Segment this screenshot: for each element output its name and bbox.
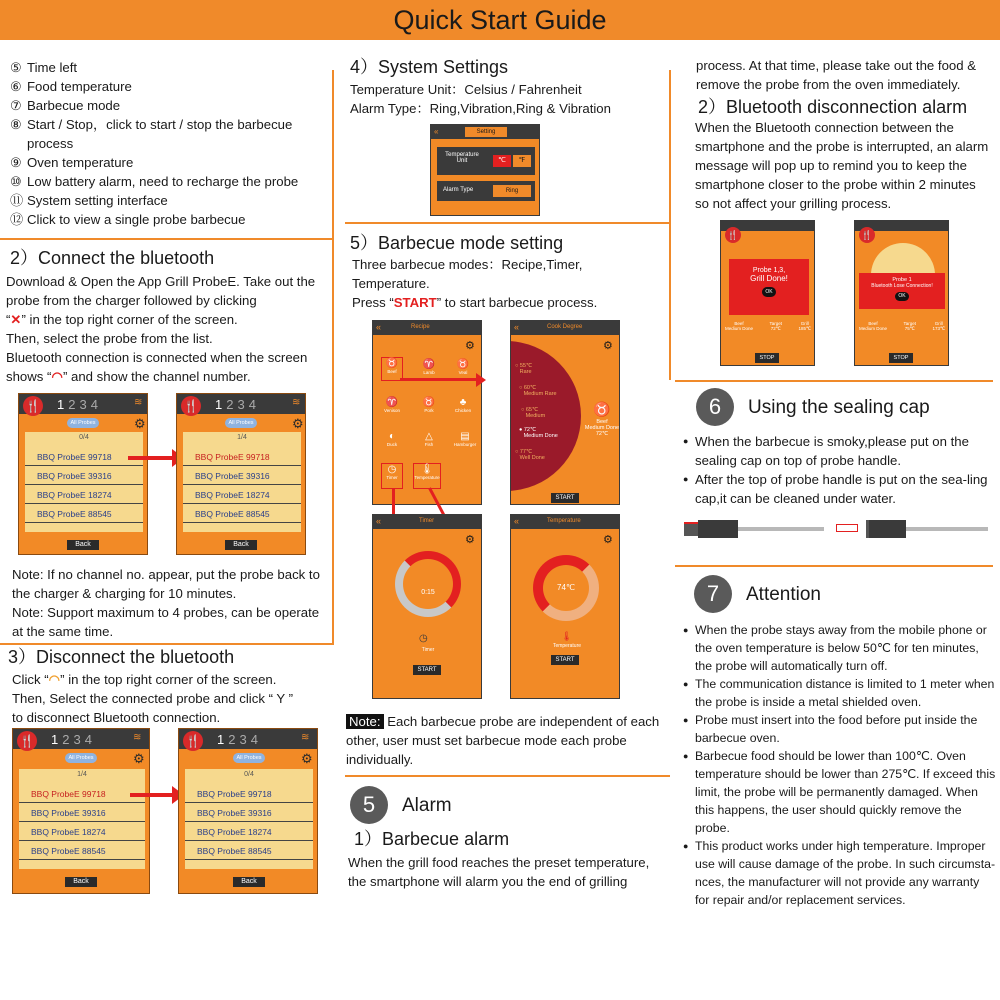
list-item[interactable]: BBQ ProbeE 18274 (183, 486, 301, 504)
degree-medium-done[interactable]: ● 72℃ Medium Done (519, 427, 558, 439)
section-divider (0, 643, 332, 645)
back-chevron-icon[interactable]: « (376, 516, 382, 526)
section-title-attention: Attention (746, 584, 821, 605)
celsius-button[interactable]: ℃ (493, 155, 511, 167)
timer-icon[interactable]: ◷ Timer (381, 463, 403, 489)
column-divider (332, 70, 334, 645)
settings-screen (430, 124, 540, 216)
alert-popup: Probe 1 Bluetooth Lose Connection! OK (859, 273, 945, 309)
arrow-outline-icon (836, 524, 858, 532)
section-divider (675, 380, 993, 382)
back-chevron-icon[interactable]: « (514, 322, 520, 332)
fork-icon: 🍴 (183, 731, 203, 751)
list-item: ⑫ Click to view a single probe barbecue (10, 212, 246, 227)
probe-shaft (738, 527, 824, 531)
back-chevron-icon[interactable]: « (376, 322, 382, 332)
phone-screen-list (18, 393, 148, 555)
duck-icon[interactable]: ◐ Duck (386, 431, 398, 447)
list-item: ⑤ Time left (10, 60, 78, 75)
screen-title: Setting (465, 127, 507, 137)
start-button[interactable]: START (551, 493, 579, 503)
channel-numbers: 1234 (51, 732, 96, 747)
feature-list (10, 58, 328, 229)
step-number-badge: 6 (696, 388, 734, 426)
wifi-signal-icon: ◠ (51, 369, 63, 384)
degree-medium[interactable]: ○ 65℃ Medium (521, 407, 546, 419)
section-divider (345, 222, 670, 224)
gear-icon[interactable]: ⚙ (301, 751, 313, 766)
list-item[interactable]: BBQ ProbeE 88545 (185, 842, 313, 860)
probe-list (25, 432, 143, 532)
note-badge: Note: (346, 714, 384, 729)
stop-button[interactable]: STOP (889, 353, 913, 363)
screen-title: Cook Degree (547, 324, 583, 330)
alarm-label: Alarm Type (443, 187, 474, 193)
alarm-text-continued: process. At that time, please take out the food & remove the probe from the oven immediately. (696, 58, 977, 92)
cook-degree-screen (510, 320, 620, 505)
probe-handle (698, 520, 738, 538)
fork-icon: 🍴 (23, 396, 43, 416)
degree-well-done[interactable]: ○ 77℃ Well Done (515, 449, 545, 461)
fish-icon[interactable]: △ Fish (424, 431, 434, 447)
list-item[interactable]: BBQ ProbeE 39316 (185, 804, 313, 822)
beef-icon: ♉ (593, 401, 611, 417)
ring-select[interactable]: Ring (493, 185, 531, 197)
probe-shaft (906, 527, 988, 531)
back-button[interactable]: Back (67, 540, 99, 550)
thermometer-icon: 🌡 (561, 631, 573, 641)
list-item: ● Probe must insert into the food before put inside the barbecue oven. (683, 711, 997, 747)
bluetooth-alarm-text: When the Bluetooth connection between the smartphone and the probe is interrupted, an alarm message will pop up to remind you to keep the smartphone closer to the probe within 2 minutes so not affect your grilling process. (695, 120, 989, 211)
list-item[interactable]: BBQ ProbeE 39316 (19, 804, 145, 822)
all-probes-button[interactable]: All Probes (65, 753, 97, 763)
unit-row (437, 147, 535, 175)
subsection-title-bluetooth-alarm: 2）Bluetooth disconnection alarm (698, 97, 968, 117)
all-probes-button[interactable]: All Probes (233, 753, 265, 763)
back-chevron-icon[interactable]: « (434, 127, 439, 136)
step-number-badge: 5 (350, 786, 388, 824)
ok-button[interactable]: OK (895, 292, 909, 301)
timer-value: 0:15 (421, 589, 435, 596)
bluetooth-lost-screen (854, 220, 949, 366)
all-probes-button[interactable]: All Probes (225, 418, 257, 428)
list-item: ⑦ Barbecue mode (10, 98, 121, 113)
gear-icon[interactable]: ⚙ (134, 416, 146, 431)
fork-icon: 🍴 (17, 731, 37, 751)
list-item: ● This product works under high temperature. Improper use will cause damage of the probe. In such circumsta-nces, the manufacturer will not provide any warranty for repair and/or replacement services. (683, 837, 997, 909)
attention-list (683, 621, 997, 909)
thermometer-icon[interactable]: 🌡 Temperature (413, 463, 441, 489)
mode-note: Note: Each barbecue probe are independent of each other, user must set barbecue mode each probe individually. (346, 714, 660, 767)
connect-notes: Note: If no channel no. appear, put the probe back to the charger & charging for 10 minutes. Note: Support maximum to 4 probes, can be operate at the same time. (12, 567, 320, 639)
start-button[interactable]: START (413, 665, 441, 675)
section-title-disconnect: 3）Disconnect the bluetooth (8, 647, 235, 667)
grill-done-screen (720, 220, 815, 366)
list-item[interactable]: BBQ ProbeE 99718 (19, 785, 145, 803)
sealing-cap-text: ● When the barbecue is smoky,please put on the sealing cap on top of probe handle. ● After the top of probe handle is put on the sea-ling cap,it can be cleaned under water. (683, 432, 993, 508)
list-item[interactable]: BBQ ProbeE 18274 (185, 823, 313, 841)
arrow-right (130, 793, 175, 797)
wifi-icon: ≋ (301, 732, 310, 743)
page-title: Quick Start Guide (393, 4, 607, 35)
degree-medium-rare[interactable]: ○ 60℃ Medium Rare (519, 385, 557, 397)
temperature-label: Temperature (552, 643, 582, 649)
section-title-system: 4）System Settings (350, 57, 509, 77)
gear-icon[interactable]: ⚙ (292, 416, 304, 431)
probe-info-row: Beef Medium Done Target 72℃ Grill 185℃ (725, 321, 811, 331)
section-title-mode: 5）Barbecue mode setting (350, 233, 564, 253)
recipe-screen (372, 320, 482, 505)
mode-text: Three barbecue modes：Recipe,Timer, Temperature. Press “START” to start barbecue process. (352, 257, 598, 310)
ok-button[interactable]: OK (762, 287, 776, 297)
timer-screen (372, 514, 482, 699)
list-item[interactable]: BBQ ProbeE 18274 (19, 823, 145, 841)
disconnect-text: Click “◠” in the top right corner of the screen. Then, Select the connected probe and click “ Y ” to disconnect Bluetooth connection. (12, 672, 294, 725)
section-divider (345, 775, 670, 777)
phone-screen-connected (176, 393, 306, 555)
list-item: ⑩ Low battery alarm, need to recharge the probe (10, 174, 299, 189)
wifi-icon: ≋ (133, 732, 142, 743)
channel-numbers: 1234 (57, 397, 102, 412)
hamburger-icon[interactable]: ▤ Hamburger (453, 431, 477, 447)
step-number-badge: 7 (694, 575, 732, 613)
phone-screen-connected (12, 728, 150, 894)
alert-popup: Probe 1,3, Grill Done! OK (729, 259, 809, 315)
list-item[interactable]: BBQ ProbeE 99718 (183, 448, 301, 466)
pork-icon[interactable]: ♉ Pork (422, 397, 436, 413)
arrow-head-icon (476, 373, 486, 387)
list-item: ⑨ Oven temperature (10, 155, 134, 170)
sealing-cap (684, 522, 698, 536)
list-item[interactable]: BBQ ProbeE 39316 (25, 467, 143, 485)
back-button[interactable]: Back (225, 540, 257, 550)
arrow-right (128, 456, 176, 460)
section-title-connect: 2）Connect the bluetooth (10, 248, 215, 268)
probe-list (183, 432, 301, 532)
list-item: ⑪ System setting interface (10, 193, 168, 208)
header-bar (0, 0, 1000, 40)
arrow-right (400, 378, 480, 381)
venison-icon[interactable]: ♈ Venison (383, 397, 400, 413)
probe-handle (866, 520, 906, 538)
wifi-signal-icon: ◠ (48, 672, 61, 687)
back-button[interactable]: Back (65, 877, 97, 887)
clock-icon: ◷ (419, 633, 428, 644)
channel-numbers: 1234 (217, 732, 262, 747)
wifi-icon: ≋ (292, 397, 301, 408)
fork-icon: 🍴 (859, 227, 875, 243)
all-probes-button[interactable]: All Probes (67, 418, 99, 428)
connect-text: Download & Open the App Grill ProbeE. Take out the probe from the charger followed by clicking “✕” in the top right corner of the screen. Then, select the probe from the list. Bluetooth connection is connected when the screen shows “◠” and show the channel number. (6, 274, 316, 384)
section-divider (675, 565, 993, 567)
probe-list (185, 769, 313, 869)
list-item: ● When the probe stays away from the mobile phone or the oven temperature is below 50℃ for ten minutes, the probe will automatically turn off. (683, 621, 997, 675)
list-item[interactable]: BBQ ProbeE 88545 (25, 505, 143, 523)
list-item: ● Barbecue food should be lower than 100℃. Oven temperature should be lower than 275℃. If exceed this limit, the probe will be permanently damaged. When this happens, the user should quickly remove the probe. (683, 747, 997, 837)
list-item[interactable]: BBQ ProbeE 88545 (19, 842, 145, 860)
subsection-title-barbecue-alarm: 1）Barbecue alarm (354, 829, 510, 849)
probe-count: 1/4 (237, 434, 247, 441)
section-divider (0, 238, 332, 240)
fahrenheit-button[interactable]: ℉ (513, 155, 531, 167)
beef-icon[interactable]: ♉ Beef (381, 357, 403, 381)
back-chevron-icon[interactable]: « (514, 516, 520, 526)
back-button[interactable]: Back (233, 877, 265, 887)
fork-icon: 🍴 (181, 396, 201, 416)
wifi-icon: ≋ (134, 397, 143, 408)
start-button[interactable]: START (551, 655, 579, 665)
list-item[interactable]: BBQ ProbeE 18274 (25, 486, 143, 504)
list-item: ● The communication distance is limited to 1 meter when the probe is inside a metal shielded oven. (683, 675, 997, 711)
screen-title: Recipe (411, 324, 430, 330)
column-divider (669, 70, 671, 380)
probe-count: 0/4 (79, 434, 89, 441)
list-item[interactable]: BBQ ProbeE 99718 (25, 448, 143, 466)
timer-ring (395, 551, 461, 617)
fork-icon: 🍴 (725, 227, 741, 243)
timer-label: Timer (421, 647, 435, 653)
screen-title: Temperature (547, 518, 581, 524)
list-item: ⑧ Start / Stop，click to start / stop the barbecue process (10, 117, 293, 151)
probe-list (19, 769, 145, 869)
gear-icon[interactable]: ⚙ (133, 751, 145, 766)
stop-button[interactable]: STOP (755, 353, 779, 363)
list-item: ⑥ Food temperature (10, 79, 132, 94)
section-title-sealing-cap: Using the sealing cap (748, 397, 930, 418)
system-text: Temperature Unit：Celsius / Fahrenheit Alarm Type：Ring,Vibration,Ring & Vibration (350, 82, 611, 116)
list-item[interactable]: BBQ ProbeE 88545 (183, 505, 301, 523)
screen-title: Timer (419, 518, 435, 524)
gear-icon[interactable]: ⚙ (465, 534, 475, 546)
veal-icon[interactable]: ♉ Veal (456, 359, 470, 375)
beef-summary: Beef Medium Done 72℃ (584, 419, 620, 437)
degree-rare[interactable]: ○ 55℃ Rare (515, 363, 533, 375)
lamb-icon[interactable]: ♈ Lamb (422, 359, 436, 375)
alarm-text: When the grill food reaches the preset temperature, the smartphone will alarm you the end of grilling (348, 855, 650, 889)
section-title-alarm: Alarm (402, 795, 452, 816)
probe-count: 1/4 (77, 771, 87, 778)
probe-count: 0/4 (244, 771, 254, 778)
list-item[interactable]: BBQ ProbeE 39316 (183, 467, 301, 485)
gear-icon[interactable]: ⚙ (603, 340, 613, 352)
alarm-row (437, 181, 535, 201)
channel-numbers: 1234 (215, 397, 260, 412)
temperature-value: 74℃ (557, 583, 575, 592)
gear-icon[interactable]: ⚙ (465, 340, 475, 352)
chicken-icon[interactable]: ♣ Chicken (454, 397, 472, 413)
bluetooth-off-icon: ✕ (10, 312, 22, 327)
gear-icon[interactable]: ⚙ (603, 534, 613, 546)
probe-info-row: Beef Medium Done Target 75℃ Grill 173℃ (859, 321, 945, 331)
temperature-screen (510, 514, 620, 699)
list-item[interactable]: BBQ ProbeE 99718 (185, 785, 313, 803)
unit-label: Temperature Unit (445, 152, 479, 164)
phone-screen-list (178, 728, 318, 894)
